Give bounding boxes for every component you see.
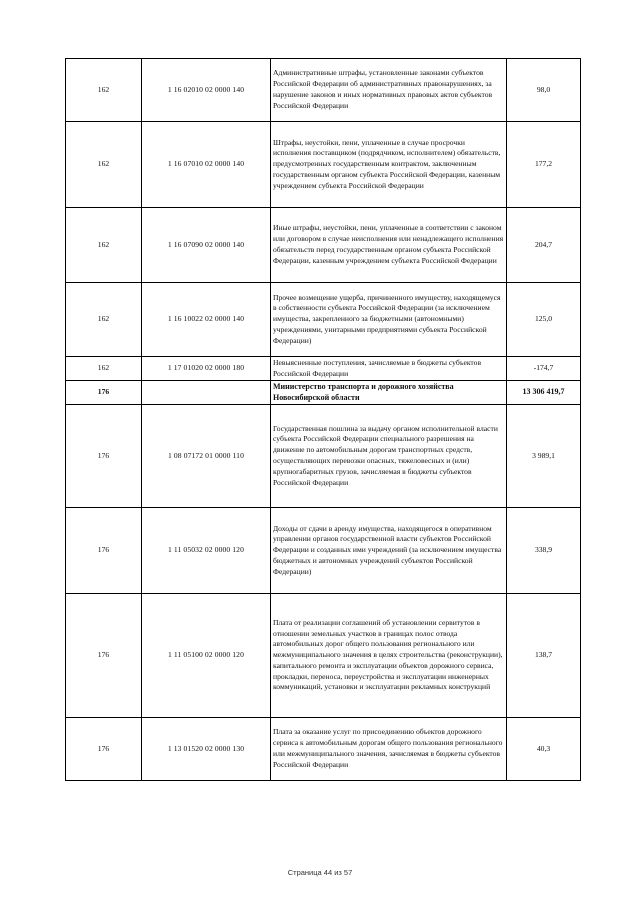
table-row	[66, 405, 581, 508]
revenue-description-cell: Невыясненные поступления, зачисляемые в бюджеты субъектов Российской Федерации	[271, 357, 507, 381]
amount-cell: 98,0	[507, 59, 581, 122]
admin-code-cell: 176	[66, 405, 142, 508]
budget-classification-code-cell: 1 16 10022 02 0000 140	[142, 283, 271, 357]
amount-cell: 204,7	[507, 208, 581, 283]
page-number-footer: Страница 44 из 57	[287, 868, 353, 877]
amount-cell: 40,3	[507, 718, 581, 781]
amount-cell: 125,0	[507, 283, 581, 357]
admin-code-cell: 176	[66, 381, 142, 405]
admin-code-cell: 162	[66, 357, 142, 381]
admin-code-cell: 176	[66, 594, 142, 718]
admin-code-cell: 162	[66, 59, 142, 122]
table-row	[66, 357, 581, 381]
amount-cell: 177,2	[507, 122, 581, 208]
revenue-description-cell: Иные штрафы, неустойки, пени, уплаченные в соответствии с законом или договором в случае неисполнения или ненадлежащего исполнения обязательств перед государственным органом субъекта Российской Федерации, казенным учреждением субъекта Российской Федерации	[271, 208, 507, 283]
amount-cell: 3 989,1	[507, 405, 581, 508]
ministry-total-cell: 13 306 419,7	[507, 381, 581, 405]
revenue-description-cell: Прочее возмещение ущерба, причиненного имуществу, находящемуся в собственности субъекта Российской Федерации (за исключением имущества, закрепленного за бюджетными (автономными) учреждениями, унитарными предприятиями субъекта Российской Федерации)	[271, 283, 507, 357]
amount-cell: -174,7	[507, 357, 581, 381]
revenue-description-cell: Административные штрафы, установленные законами субъектов Российской Федерации об административных правонарушениях, за нарушение законов и иных нормативных правовых актов субъектов Российской Федерации	[271, 59, 507, 122]
admin-code-cell: 162	[66, 122, 142, 208]
revenue-description-cell: Плата за оказание услуг по присоединению объектов дорожного сервиса к автомобильным дорогам общего пользования регионального или межмуниципального значения, зачисляемая в бюджеты субъектов Российской Федерации	[271, 718, 507, 781]
ministry-name-cell: Министерство транспорта и дорожного хозяйства Новосибирской области	[271, 381, 507, 405]
admin-code-cell: 176	[66, 508, 142, 594]
admin-code-cell: 162	[66, 208, 142, 283]
table-row	[66, 59, 581, 122]
budget-classification-code-cell: 1 11 05100 02 0000 120	[142, 594, 271, 718]
table-row	[66, 208, 581, 283]
ministry-header-row	[66, 381, 581, 405]
budget-classification-code-cell: 1 16 07010 02 0000 140	[142, 122, 271, 208]
admin-code-cell: 176	[66, 718, 142, 781]
table-row	[66, 122, 581, 208]
table-row	[66, 718, 581, 781]
revenue-description-cell: Государственная пошлина за выдачу органом исполнительной власти субъекта Российской Федерации специального разрешения на движение по автомобильным дорогам транспортных средств, осуществляющих перевозки опасных, тяжеловесных и (или) крупногабаритных грузов, зачисляемая в бюджеты субъектов Российской Федерации	[271, 405, 507, 508]
budget-classification-code-cell: 1 17 01020 02 0000 180	[142, 357, 271, 381]
budget-classification-code-cell: 1 08 07172 01 0000 110	[142, 405, 271, 508]
budget-revenue-table	[65, 58, 581, 781]
budget-classification-code-cell: 1 16 02010 02 0000 140	[142, 59, 271, 122]
budget-classification-code-cell: 1 11 05032 02 0000 120	[142, 508, 271, 594]
revenue-description-cell: Плата от реализации соглашений об установлении сервитутов в отношении земельных участков в границах полос отвода автомобильных дорог общего пользования регионального или межмуниципального значения в целях строительства (реконструкции), капитального ремонта и эксплуатации объектов дорожного сервиса, прокладки, переноса, переустройства и эксплуатации инженерных коммуникаций, установки и эксплуатации рекламных конструкций	[271, 594, 507, 718]
revenue-description-cell: Штрафы, неустойки, пени, уплаченные в случае просрочки исполнения поставщиком (подрядчиком, исполнителем) обязательств, предусмотренных государственным контрактом, заключенным государственным органом субъекта Российской Федерации, казенным учреждением субъекта Российской Федерации	[271, 122, 507, 208]
budget-classification-code-cell: 1 13 01520 02 0000 130	[142, 718, 271, 781]
table-row	[66, 283, 581, 357]
table-row	[66, 508, 581, 594]
budget-classification-code-cell	[142, 381, 271, 405]
revenue-description-cell: Доходы от сдачи в аренду имущества, находящегося в оперативном управлении органов государственной власти субъектов Российской Федерации и созданных ими учреждений (за исключением имущества бюджетных и автономных учреждений субъектов Российской Федерации)	[271, 508, 507, 594]
amount-cell: 138,7	[507, 594, 581, 718]
budget-classification-code-cell: 1 16 07090 02 0000 140	[142, 208, 271, 283]
admin-code-cell: 162	[66, 283, 142, 357]
amount-cell: 338,9	[507, 508, 581, 594]
table-row	[66, 594, 581, 718]
